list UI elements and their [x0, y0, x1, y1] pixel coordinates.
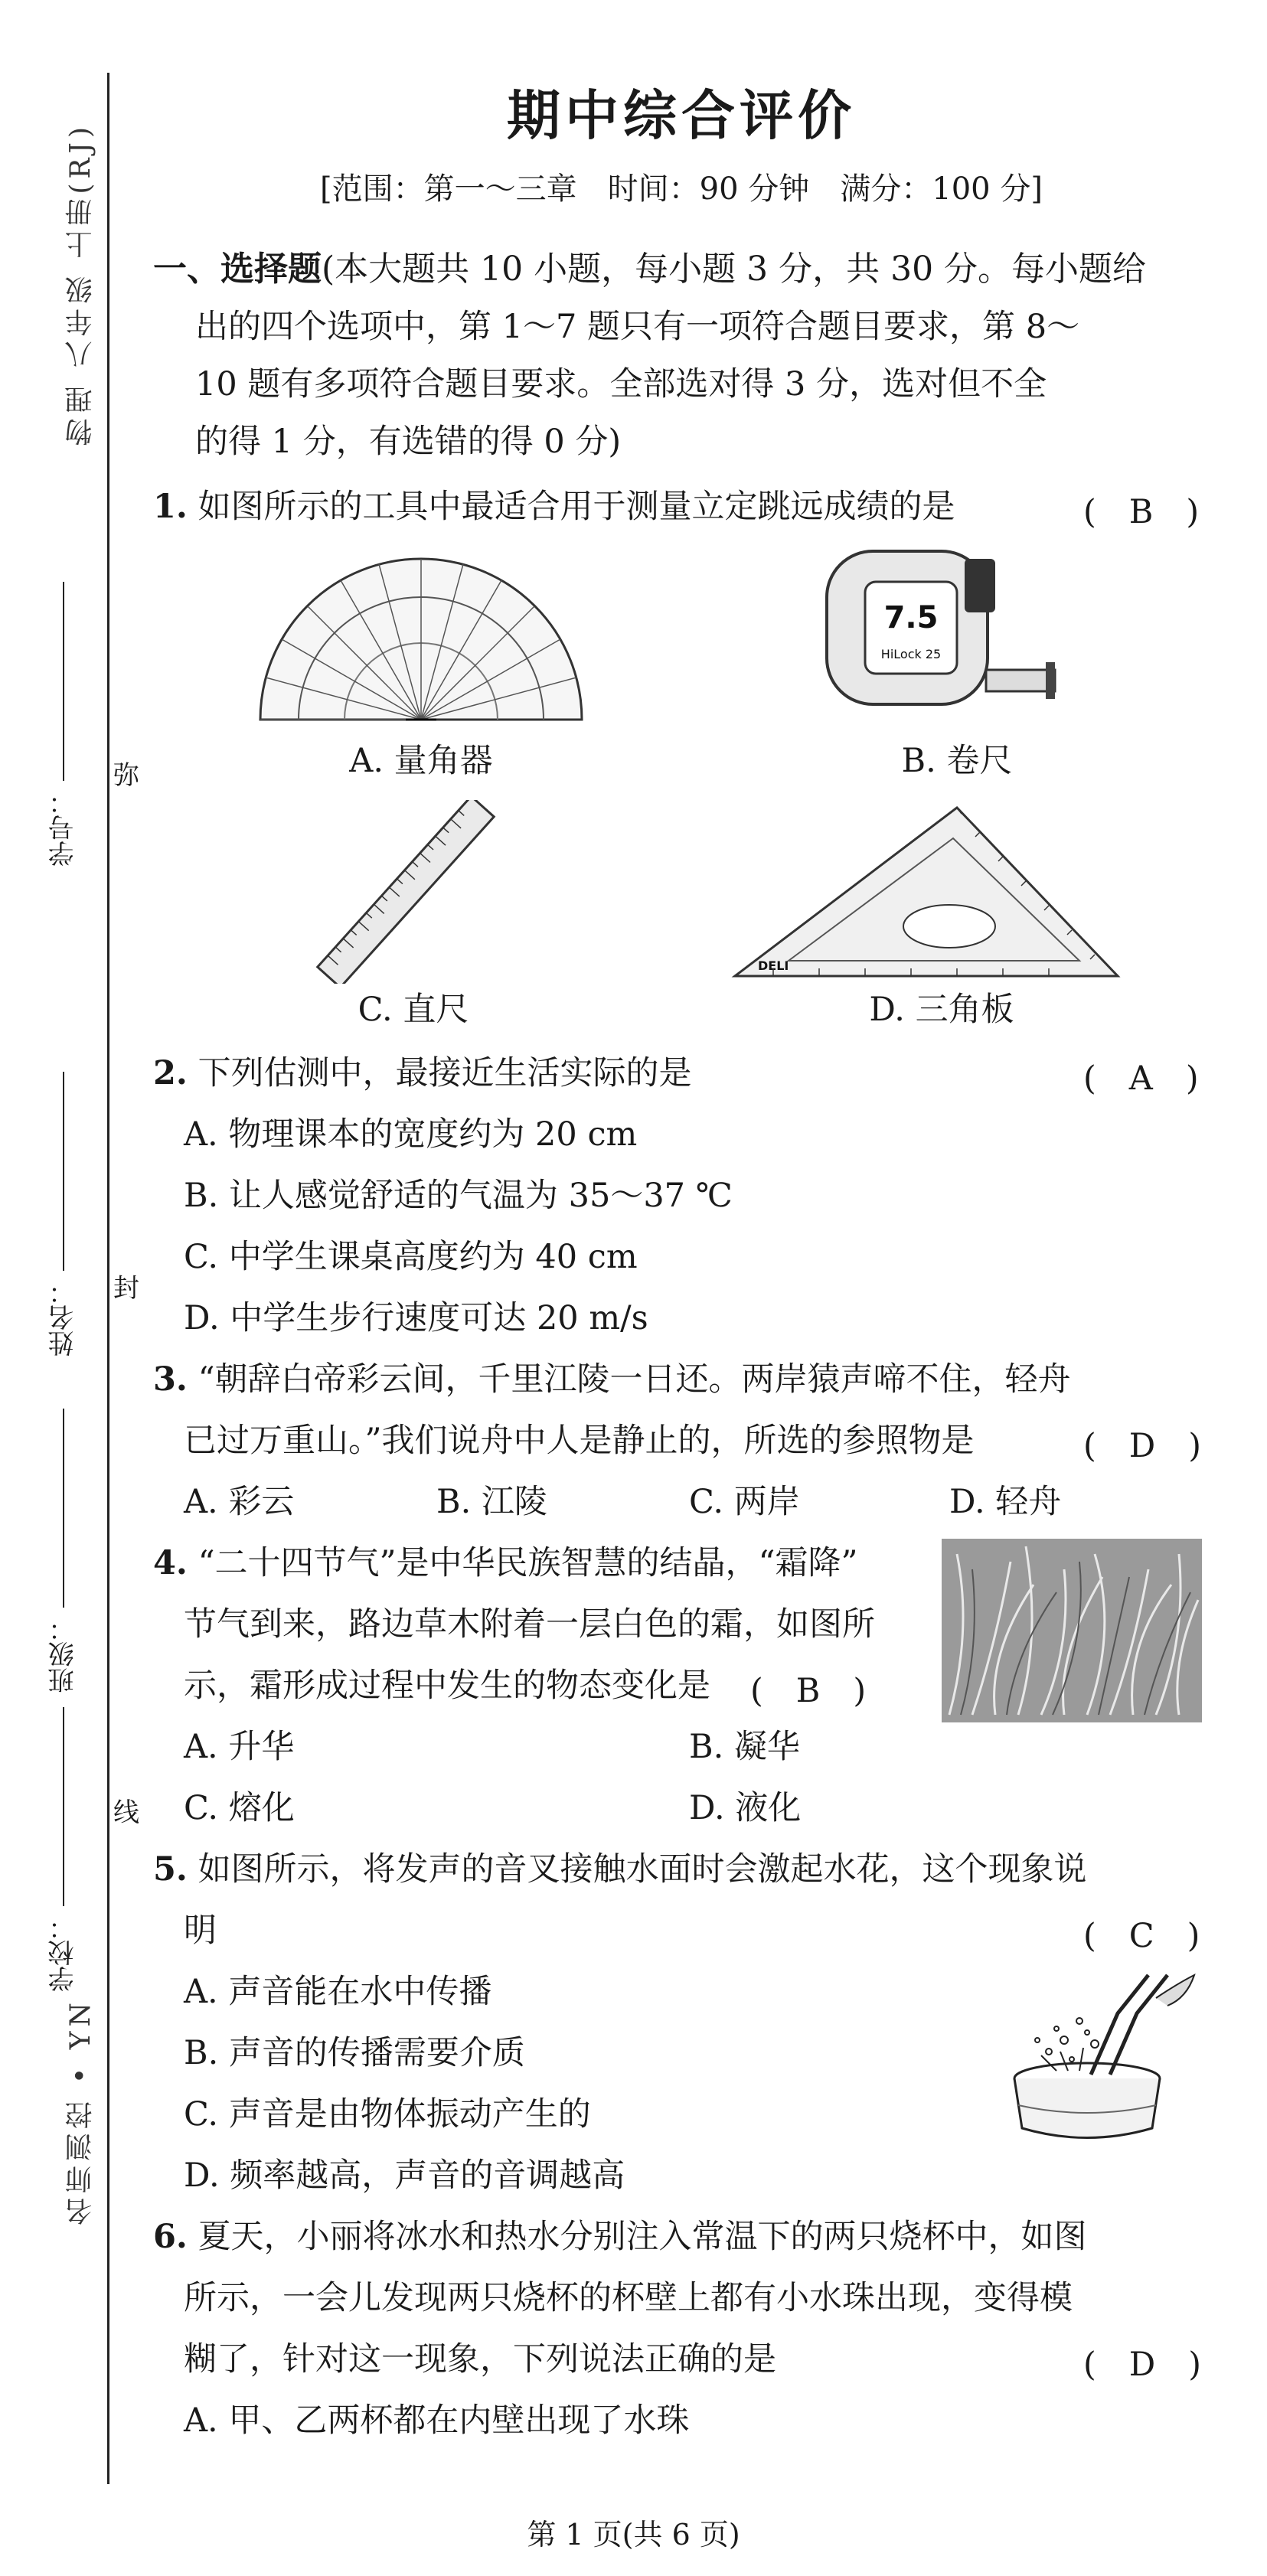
- field-label: 学校：: [48, 1914, 79, 1992]
- exam-range: [范围：第一～三章 时间：90 分钟 满分：100 分]: [320, 171, 1043, 207]
- answer-blank[interactable]: ( A ): [1083, 1059, 1199, 1098]
- field-blank: [63, 582, 64, 781]
- answer-blank[interactable]: ( D ): [1083, 2346, 1202, 2384]
- question-2: [153, 1053, 692, 1094]
- option-b-caption: B. 卷尺: [901, 742, 1013, 780]
- ruler-image: [306, 800, 505, 984]
- option-c: C. 中学生课桌高度约为 40 cm: [184, 1238, 638, 1276]
- triangle-ruler-image: [727, 800, 1125, 984]
- option-b: B. 让人感觉舒适的气温为 35～37 ℃: [184, 1177, 733, 1215]
- option-b: B. 凝华: [689, 1728, 800, 1766]
- option-d: D. 中学生步行速度可达 20 m/s: [184, 1299, 648, 1337]
- option-d-caption: D. 三角板: [869, 991, 1014, 1029]
- question-text: 糊了，针对这一现象，下列说法正确的是: [184, 2340, 776, 2378]
- option-a-caption: A. 量角器: [349, 742, 493, 780]
- margin-rule: [107, 73, 109, 2484]
- seal-word: 弥: [113, 760, 139, 791]
- field-label: 姓名：: [48, 1278, 79, 1357]
- tape-label-number: 7.5: [883, 600, 939, 635]
- field-label: 班级：: [48, 1615, 79, 1693]
- answer-blank[interactable]: ( B ): [750, 1672, 867, 1710]
- frost-grass-image: [942, 1539, 1202, 1722]
- option-a: A. 彩云: [184, 1483, 295, 1521]
- answer-blank[interactable]: ( C ): [1083, 1917, 1200, 1955]
- option-d: D. 液化: [689, 1789, 802, 1827]
- question-text: 示，霜形成过程中发生的物态变化是: [184, 1667, 710, 1705]
- question-text: 所示，一会儿发现两只烧杯的杯壁上都有小水珠出现，变得模: [184, 2279, 1073, 2317]
- question-1: [153, 486, 955, 527]
- answer-blank[interactable]: ( B ): [1083, 493, 1200, 531]
- brand-label: 名师测控 • YN: [65, 1998, 96, 2226]
- option-a: A. 声音能在水中传播: [184, 1973, 492, 2011]
- seal-word: 线: [113, 1797, 139, 1828]
- question-text: 已过万重山。”我们说舟中人是静止的，所选的参照物是: [184, 1422, 975, 1460]
- tape-label-brand: HiLock 25: [880, 647, 942, 661]
- option-d: D. 频率越高，声音的音调越高: [184, 2156, 625, 2195]
- page-footer: 第 1 页(共 6 页): [527, 2518, 740, 2552]
- section-desc: 的得 1 分，有选错的得 0 分): [195, 423, 622, 461]
- section-desc: 10 题有多项符合题目要求。全部选对得 3 分，选对但不全: [195, 365, 1047, 403]
- question-4: [153, 1543, 858, 1584]
- question-number: 6.: [153, 2218, 188, 2256]
- option-a: A. 物理课本的宽度约为 20 cm: [184, 1115, 638, 1154]
- book-label: 物理 八年级 上册(RJ): [65, 122, 96, 446]
- tape-measure-image: [811, 536, 1064, 735]
- question-text: 节气到来，路边草木附着一层白色的霜，如图所: [184, 1605, 875, 1644]
- field-school[interactable]: [44, 1707, 82, 1992]
- question-text: “二十四节气”是中华民族智慧的结晶，“霜降”: [198, 1544, 858, 1582]
- field-blank: [63, 1707, 64, 1906]
- question-number: 1.: [153, 488, 188, 526]
- question-number: 5.: [153, 1850, 188, 1889]
- question-text: 下列估测中，最接近生活实际的是: [198, 1054, 692, 1092]
- section-title: 一、选择题: [153, 250, 322, 289]
- question-3: [153, 1359, 1071, 1400]
- seal-word: 封: [113, 1273, 139, 1304]
- question-text: 明: [184, 1912, 217, 1950]
- question-text: 如图所示的工具中最适合用于测量立定跳远成绩的是: [198, 488, 955, 526]
- tuning-fork-image: [1003, 1967, 1202, 2143]
- section-desc: (本大题共 10 小题，每小题 3 分，共 30 分。每小题给: [322, 250, 1147, 289]
- option-b: B. 声音的传播需要介质: [184, 2034, 525, 2072]
- question-number: 3.: [153, 1360, 188, 1399]
- field-student-id[interactable]: [44, 582, 82, 867]
- question-number: 4.: [153, 1544, 188, 1582]
- page-title: 期中综合评价: [507, 83, 856, 147]
- question-text: “朝辞白帝彩云间，千里江陵一日还。两岸猿声啼不住，轻舟: [198, 1360, 1071, 1399]
- option-a: A. 升华: [184, 1728, 295, 1766]
- option-c: C. 两岸: [689, 1483, 800, 1521]
- field-class[interactable]: [44, 1409, 82, 1693]
- option-c-caption: C. 直尺: [358, 991, 469, 1029]
- answer-blank[interactable]: ( D ): [1083, 1427, 1202, 1465]
- question-5: [153, 1849, 1087, 1890]
- section-desc: 出的四个选项中，第 1～7 题只有一项符合题目要求，第 8～: [195, 308, 1080, 346]
- option-c: C. 熔化: [184, 1789, 295, 1827]
- field-name[interactable]: [44, 1072, 82, 1357]
- field-label: 学号：: [48, 788, 79, 867]
- triangle-brand: DELI: [758, 958, 789, 973]
- question-text: 夏天，小丽将冰水和热水分别注入常温下的两只烧杯中，如图: [198, 2218, 1087, 2256]
- field-blank: [63, 1409, 64, 1608]
- option-c: C. 声音是由物体振动产生的: [184, 2095, 591, 2134]
- binding-margin: [0, 0, 139, 2576]
- field-blank: [63, 1072, 64, 1271]
- option-d: D. 轻舟: [949, 1483, 1062, 1521]
- question-6: [153, 2216, 1087, 2258]
- question-number: 2.: [153, 1054, 188, 1092]
- question-text: 如图所示，将发声的音叉接触水面时会激起水花，这个现象说: [198, 1850, 1087, 1889]
- option-a: A. 甲、乙两杯都在内壁出现了水珠: [184, 2401, 690, 2440]
- section-heading-line: [153, 249, 1146, 290]
- protractor-image: [253, 551, 589, 727]
- option-b: B. 江陵: [436, 1483, 547, 1521]
